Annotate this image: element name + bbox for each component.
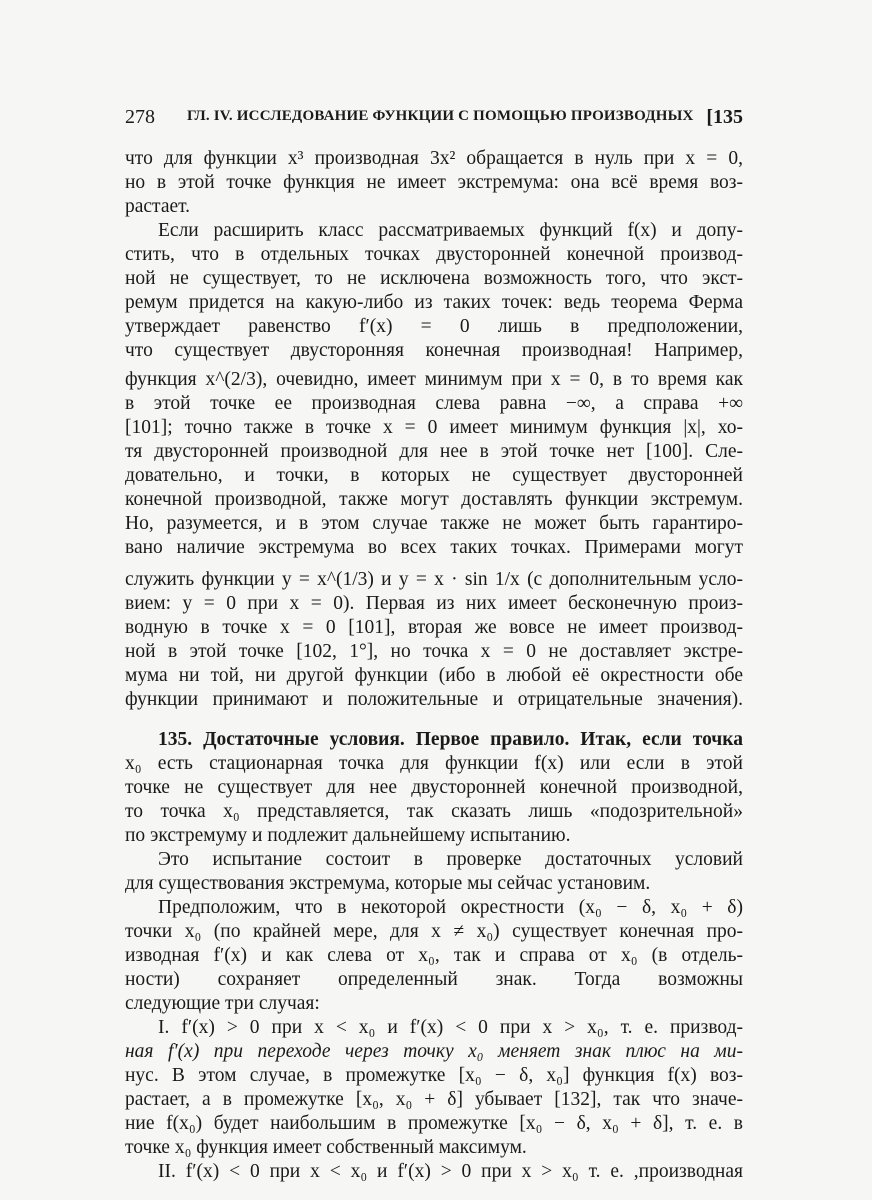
text-line: вием: y = 0 при x = 0). Первая из них имеет бесконечную произ- (125, 593, 743, 614)
text-line: ности) сохраняет определенный знак. Тогда возможны (125, 969, 743, 990)
text-line: но в этой точке функция не имеет экстремума: она всё время воз- (125, 172, 743, 193)
text-line: нус. В этом случае, в промежутке [x₀ − δ, x₀] функция f(x) воз- (125, 1065, 743, 1086)
text-line: Это испытание состоит в проверке достаточных условий (158, 849, 743, 870)
text-line: по экстремуму и подлежит дальнейшему испытанию. (125, 825, 571, 846)
text-line: довательно, и точки, в которых не существует двусторонней (125, 465, 743, 486)
text-line: I. f′(x) > 0 при x < x₀ и f′(x) < 0 при x > x₀, т. е. призвод- (158, 1017, 743, 1038)
text-line: водную в точке x = 0 [101], вторая же вовсе не имеет производ- (125, 617, 743, 638)
text-line: то точка x₀ представляется, так сказать лишь «подозрительной» (125, 801, 743, 822)
text-line: ной не существует, то не исключена возможность того, что экст- (125, 268, 743, 289)
text-line: изводная f′(x) и как слева от x₀, так и справа от x₀ (в отдель- (125, 945, 743, 966)
text-line: точке не существует для нее двусторонней конечной производной, (125, 777, 743, 798)
text-line: для существования экстремума, которые мы сейчас установим. (125, 873, 651, 894)
text-line: тя двусторонней производной для нее в этой точке нет [100]. Сле- (125, 441, 743, 462)
page-number: 278 (125, 106, 155, 128)
text-line: конечной производной, также могут доставлять функции экстремум. (125, 489, 743, 510)
text-line: служить функции y = x^(1/3) и y = x · sin 1/x (с дополнительным усло- (125, 569, 743, 590)
text-line: что для функции x³ производная 3x² обращается в нуль при x = 0, (125, 148, 743, 169)
section-heading-line: 135. Достаточные условия. Первое правило. Итак, если точка (158, 729, 743, 750)
text-line: II. f′(x) < 0 при x < x₀ и f′(x) > 0 при x > x₀ т. е. ,производная (158, 1161, 743, 1182)
section-number: [135 (706, 106, 743, 128)
text-line: вано наличие экстремума во всех таких точках. Примерами могут (125, 537, 743, 558)
text-line: ние f(x₀) будет наибольшим в промежутке [x₀ − δ, x₀ + δ], т. е. в (125, 1113, 743, 1134)
text-line: утверждает равенство f′(x) = 0 лишь в предположении, (125, 316, 743, 337)
text-line: точке x₀ функция имеет собственный максимум. (125, 1137, 527, 1158)
text-line: точки x₀ (по крайней мере, для x ≠ x₀) существует конечная про- (125, 921, 743, 942)
text-line: функции принимают и положительные и отрицательные значения). (125, 689, 743, 710)
text-line: что существует двусторонняя конечная производная! Например, (125, 340, 743, 361)
running-header (125, 106, 743, 136)
text-line: x₀ есть стационарная точка для функции f(x) или если в этой (125, 753, 743, 774)
text-line: в этой точке ее производная слева равна −∞, а справа +∞ (125, 393, 743, 414)
text-line: ремум придется на какую-либо из таких точек: ведь теорема Ферма (125, 292, 743, 313)
text-line: [101]; точно также в точке x = 0 имеет минимум функция |x|, хо- (125, 417, 743, 438)
text-line: Но, разумеется, и в этом случае также не может быть гарантиро- (125, 513, 743, 534)
text-line: растает, а в промежутке [x₀, x₀ + δ] убывает [132], так что значе- (125, 1089, 743, 1110)
text-line: Предположим, что в некоторой окрестности (x₀ − δ, x₀ + δ) (158, 897, 743, 918)
text-line: стить, что в отдельных точках двусторонней конечной производ- (125, 244, 743, 265)
text-line: растает. (125, 196, 191, 217)
text-line: мума ни той, ни другой функции (ибо в любой её окрестности обе (125, 665, 743, 686)
text-line: ная f′(x) при переходе через точку x₀ меняет знак плюс на ми- (125, 1041, 743, 1062)
text-line: функция x^(2/3), очевидно, имеет минимум при x = 0, в то время как (125, 369, 743, 390)
running-title: ГЛ. IV. ИССЛЕДОВАНИЕ ФУНКЦИИ С ПОМОЩЬЮ ПРОИЗВОДНЫХ (187, 108, 694, 124)
text-line: Если расширить класс рассматриваемых функций f(x) и допу- (158, 220, 743, 241)
text-line: ной в этой точке [102, 1°], но точка x = 0 не доставляет экстре- (125, 641, 743, 662)
text-line: следующие три случая: (125, 993, 320, 1014)
